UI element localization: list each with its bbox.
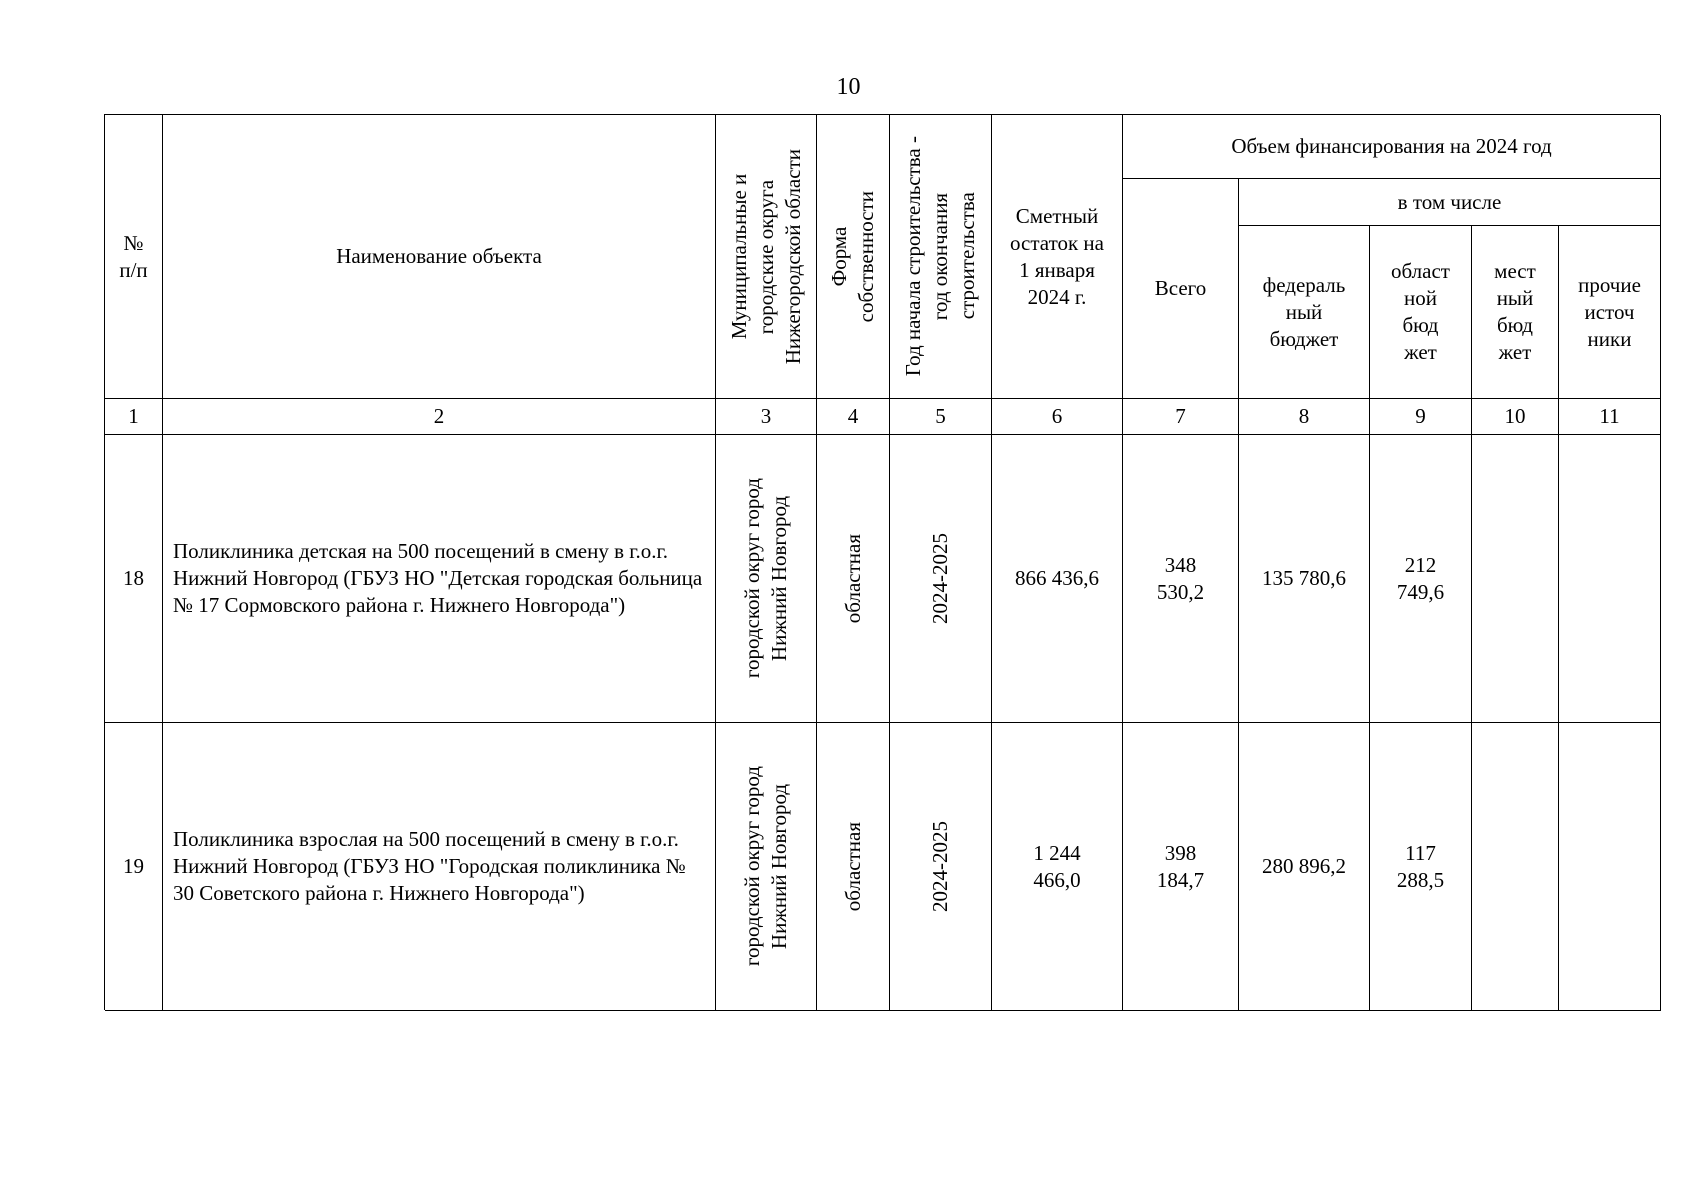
row-municipality-cell [716, 435, 817, 723]
header-ownership: Форма собственности [827, 190, 878, 323]
header-regional: област ной бюд жет [1370, 226, 1472, 399]
column-number: 11 [1559, 399, 1661, 435]
row-local [1472, 723, 1559, 1011]
row-total: 348 530,2 [1123, 435, 1239, 723]
row-regional: 117 288,5 [1370, 723, 1472, 1011]
row-ownership: областная [840, 821, 865, 912]
column-number: 8 [1239, 399, 1370, 435]
row-num: 19 [105, 723, 163, 1011]
header-financing: Объем финансирования на 2024 год [1123, 115, 1661, 179]
row-years: 2024-2025 [928, 533, 952, 624]
header-municipality: Муниципальные и городские округа Нижегородской области [726, 148, 805, 365]
row-years-cell [890, 723, 992, 1011]
row-municipality: городской округ город Нижний Новгород [740, 478, 791, 679]
row-local [1472, 435, 1559, 723]
row-municipality-cell [716, 723, 817, 1011]
header-municipality-cell [716, 115, 817, 399]
row-regional: 212 749,6 [1370, 435, 1472, 723]
row-name: Поликлиника детская на 500 посещений в смену в г.о.г. Нижний Новгород (ГБУЗ НО "Детская городская больница № 17 Сормовского района г. Нижнего Новгорода") [163, 435, 716, 723]
column-number: 4 [817, 399, 890, 435]
column-number: 10 [1472, 399, 1559, 435]
row-federal: 135 780,6 [1239, 435, 1370, 723]
row-ownership-cell [817, 435, 890, 723]
row-other [1559, 435, 1661, 723]
header-balance: Сметный остаток на 1 января 2024 г. [992, 115, 1123, 399]
column-number: 2 [163, 399, 716, 435]
row-ownership-cell [817, 723, 890, 1011]
header-years-cell [890, 115, 992, 399]
header-years: Год начала строительства - год окончания строительства [901, 136, 979, 377]
header-total: Всего [1123, 179, 1239, 399]
row-years: 2024-2025 [928, 821, 952, 912]
header-local: мест ный бюд жет [1472, 226, 1559, 399]
row-total: 398 184,7 [1123, 723, 1239, 1011]
row-balance: 1 244 466,0 [992, 723, 1123, 1011]
column-number: 3 [716, 399, 817, 435]
column-number: 1 [105, 399, 163, 435]
page-number: 10 [836, 74, 861, 100]
financing-table [104, 114, 1660, 1010]
row-ownership: областная [840, 533, 865, 624]
column-number: 7 [1123, 399, 1239, 435]
row-name: Поликлиника взрослая на 500 посещений в смену в г.о.г. Нижний Новгород (ГБУЗ НО "Городская поликлиника № 30 Советского района г. Нижнего Новгорода") [163, 723, 716, 1011]
column-number: 9 [1370, 399, 1472, 435]
header-including: в том числе [1239, 179, 1661, 226]
header-ownership-cell [817, 115, 890, 399]
header-other: прочие источ ники [1559, 226, 1661, 399]
row-municipality: городской округ город Нижний Новгород [740, 766, 791, 967]
row-other [1559, 723, 1661, 1011]
column-number: 6 [992, 399, 1123, 435]
column-number: 5 [890, 399, 992, 435]
header-num: № п/п [105, 115, 163, 399]
row-years-cell [890, 435, 992, 723]
row-balance: 866 436,6 [992, 435, 1123, 723]
row-federal: 280 896,2 [1239, 723, 1370, 1011]
row-num: 18 [105, 435, 163, 723]
header-federal: федераль ный бюджет [1239, 226, 1370, 399]
header-name: Наименование объекта [163, 115, 716, 399]
